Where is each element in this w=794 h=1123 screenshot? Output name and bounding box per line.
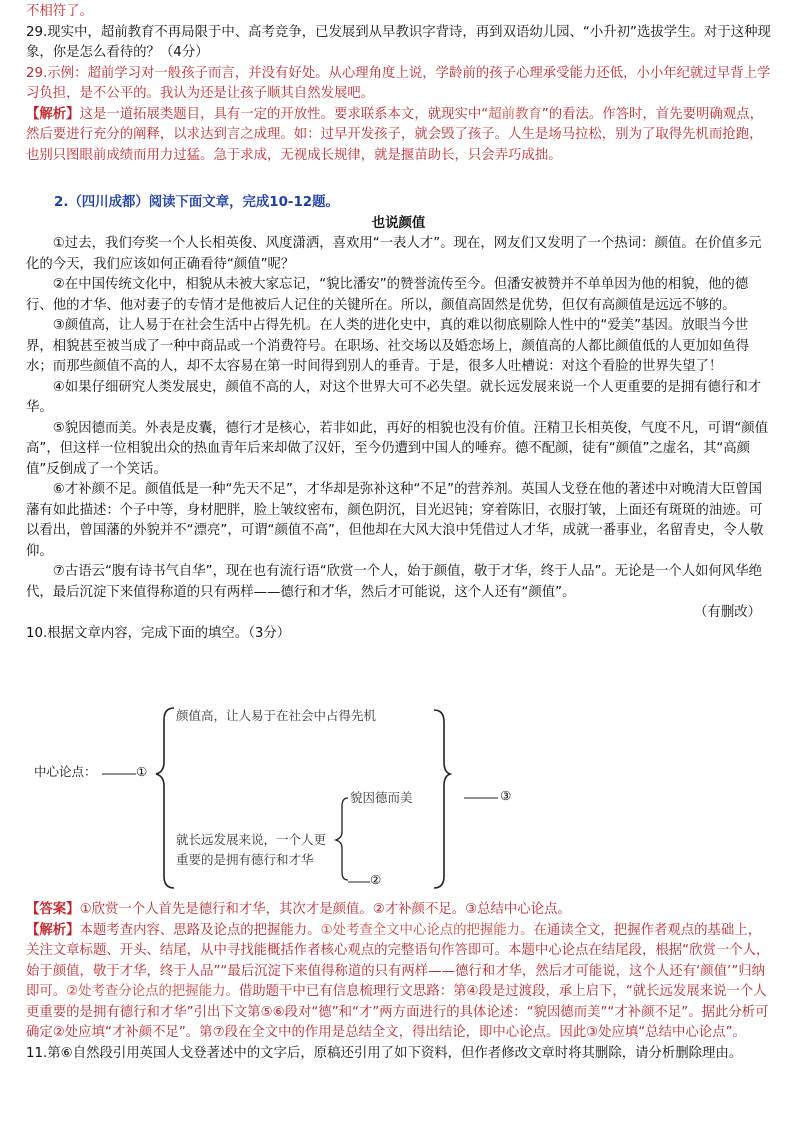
answer-tag: 【答案】	[26, 902, 80, 917]
sub-branch-text: 貌因德而美	[350, 790, 413, 805]
paragraph-7: ⑦古语云“腹有诗书气自华”，现在也有流行语“欣赏一个人，始于颜值，敬于才华，终于人品”。无论是一个人如何风华绝代，最后沉淀下来值得称道的只有两样——德行和才华，然后才可能说，这个人还有“颜值”。	[26, 564, 763, 600]
analysis-29	[26, 105, 771, 167]
question-29: 29.现实中，超前教育不再局限于中、高考竞争，已发展到从早教识字背诗，再到双语幼儿园、“小升初”选拔学生。对于这种现象，你是怎么看待的？（4分）	[26, 24, 771, 60]
answer-text: ①欣赏一个人首先是德行和才华，其次才是颜值。②才补颜不足。③总结中心论点。	[79, 902, 571, 917]
question-10: 10.根据文章内容，完成下面的填空。（3分）	[26, 625, 291, 641]
branch-bottom-line-1: 就长远发展来说，一个人更	[176, 832, 327, 847]
analysis-10-tag: 【解析】	[26, 922, 80, 938]
analysis-keyword: 超前教育	[488, 106, 542, 122]
answer-29: 29.示例：超前学习对一般孩子而言，并没有好处。从心理角度上说，学龄前的孩子心理承受能力还低，小小年纪就过早背上学习负担，是不公平的。我认为还是让孩子顺其自然发展吧。	[26, 65, 771, 101]
paragraph-2: ②在中国传统文化中，相貌从未被大家忘记，“貌比潘安”的赞誉流传至今。但潘安被赞并不单单因为他的相貌，他的德行、他的才华、他对妻子的专情才是他被后人记住的关键所在。所以，颜值高固然是优势，但仅有高颜值是远远不够的。	[26, 277, 749, 313]
analysis-10-f: 借助题干中已有信息梳理行文思路：第④段是过渡段，承上启下，“就长远发展来说一个人更重要的是拥有德行和才华”引出下文第⑤⑥段对“德”和“才”两方面进行的具体论述：“貌因德而美”“才补颜不足”。据此分析可确定②处应填“才补颜不足”。第⑦段在全文中的作用是总结全文，得出结论，即中心论点。因此③处应填“总结中心论点”。	[26, 984, 769, 1040]
blank-2-marker: ②	[370, 872, 382, 887]
analysis-10-b: ①处考查全文中心论点的把握能力。	[320, 922, 534, 938]
central-argument-label: 中心论点：	[34, 764, 97, 779]
passage-heading: 2.（四川成都）阅读下面文章，完成10-12题。	[54, 195, 339, 210]
analysis-10	[26, 921, 771, 1044]
blank-1-marker: ①	[136, 764, 148, 779]
analysis-10-d: ”归纳即可。	[26, 963, 766, 999]
analysis-10-a: 本题考查内容、思路及论点的把握能力。	[79, 922, 321, 938]
branch-bottom-line-2: 重要的是拥有德行和才华	[176, 852, 314, 867]
carryover-line: 不相符了。	[26, 4, 93, 19]
answer-section	[26, 900, 771, 1064]
paragraph-5: ⑤貌因德而美。外表是皮囊，德行才是核心，若非如此，再好的相貌也没有价值。汪精卫长相英俊，气度不凡，可谓“颜值高”，但这样一位相貌出众的热血青年后来却做了汉奸，至今仍遭到中国人的唾弃。德不配颜，徒有“颜值”之虚名，其“高颜值”反倒成了一个笑话。	[26, 420, 769, 477]
branch-top-text: 颜值高，让人易于在社会中占得先机	[176, 708, 377, 723]
paragraph-1: ①过去，我们夸奖一个人长相英俊、风度潇洒，喜欢用“一表人才”。现在，网友们又发明了一个热词：颜值。在价值多元化的今天，我们应该如何正确看待“颜值”呢？	[26, 236, 762, 272]
blank-3-marker: ③	[500, 788, 512, 803]
passage-section	[26, 193, 771, 644]
paragraph-4: ④如果仔细研究人类发展史，颜值不高的人，对这个世界大可不必失望。就长远发展来说一个人更重要的是拥有德行和才华。	[26, 379, 762, 415]
analysis-10-c: 在通读全文，把握作者观点的基础上，关注文章标题、开头、结尾，从中寻找能概括作者核心观点的完整语句作答即可。本题中心论点在结尾段，根据“欣赏一个人，始于颜值，敬于才华，终于人品”“最后沉淀下来值得称道的只有两样——德行和才华，然后才可能说，这个人还有‘颜值’	[26, 922, 770, 979]
paragraph-3: ③颜值高，让人易于在社会生活中占得先机。在人类的进化史中，真的难以彻底剔除人性中的“爱美”基因。放眼当今世界，相貌甚至被当成了一种中商品或一个消费符号。在职场、社交场以及婚恋场上，颜值高的人都比颜值低的人更加如鱼得水；而那些颜值不高的人，却不太容易在第一时间得到别人的垂青。于是，很多人吐槽说：对这个看脸的世界失望了！	[26, 318, 750, 374]
analysis-text: 这是一道拓展类题目，具有一定的开放性。要求联系本文，就现实中“	[79, 106, 489, 122]
analysis-text-2: ”的看法。作答时，首先要明确观点，然后要进行充分的阐释，以求达到言之成理。如：过早开发孩子，就会毁了孩子。人生是场马拉松，别为了取得先机而抢跑，也别只图眼前成绩而用力过猛。急于求成，无视成长规律，就是揠苗助长，只会弄巧成拙。	[26, 106, 763, 163]
question-11: 11.第⑥自然段引用英国人戈登著述中的文字后，原稿还引用了如下资料，但作者修改文章时将其删除，请分析删除理由。	[26, 1045, 743, 1061]
analysis-tag: 【解析】	[26, 106, 80, 122]
passage-title: 也说颜值	[371, 215, 426, 231]
edit-note: （有删改）	[694, 605, 761, 620]
argument-structure-diagram	[26, 700, 771, 900]
answer-10	[26, 900, 771, 921]
paragraph-6: ⑥才补颜不足。颜值低是一种“先天不足”，才华却是弥补这种“不足”的营养剂。英国人戈登在他的著述中对晚清大臣曾国藩有如此描述：个子中等，身材肥胖，脸上皱纹密布，颜色阴沉，目光迟钝；穿着陈旧，衣服打皱，上面还有斑斑的油迹。可以看出，曾国藩的外貌并不“漂亮”，可谓“颜值不高”，但他却在大风大浪中凭借过人才华，成就一番事业，名留青史，令人敬仰。	[26, 482, 764, 559]
analysis-10-e: ②处考查分论点的把握能力。	[66, 984, 239, 999]
top-section	[26, 2, 771, 166]
